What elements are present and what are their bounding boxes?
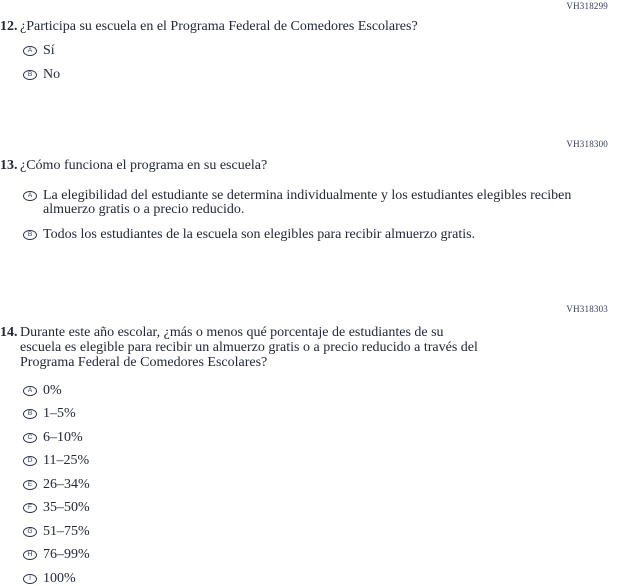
q14-option-i-label-line: 100%: [43, 571, 76, 586]
q14-choice-letter-e: E: [27, 481, 33, 488]
question-13: [0, 158, 267, 173]
q14-choice-bubble-h[interactable]: [23, 550, 37, 560]
q14-choice-letter-d: D: [27, 457, 33, 464]
q14-option-c-label: [43, 431, 83, 445]
q14-choice-letter-h: H: [27, 551, 33, 558]
q14-option-g-label: [43, 525, 90, 539]
q13-choice-letter-a: A: [27, 192, 33, 199]
q14-choice-letter-a: A: [27, 387, 33, 394]
item-code-q14: VH318303: [566, 304, 608, 314]
question-14: [0, 325, 478, 370]
q13-option-b-label: [43, 228, 475, 242]
q12-option-b-label-line: No: [43, 67, 61, 82]
q13-option-b-label-line: Todos los estudiantes de la escuela son elegibles para recibir almuerzo gratis.: [43, 227, 476, 242]
question-14-text: [20, 325, 478, 370]
question-12-text-line: ¿Participa su escuela en el Programa Federal de Comedores Escolares?: [20, 19, 418, 34]
q14-option-g[interactable]: [23, 525, 90, 539]
q14-option-e[interactable]: [23, 478, 90, 492]
q13-option-b[interactable]: [23, 228, 475, 242]
q14-choice-bubble-d[interactable]: [23, 456, 37, 466]
q14-choice-bubble-a[interactable]: [23, 386, 37, 396]
q12-choice-letter-a: A: [27, 47, 33, 54]
question-13-text: [20, 158, 267, 173]
q14-option-a-label: [43, 384, 62, 398]
q13-option-a[interactable]: [23, 189, 571, 217]
q14-choice-bubble-b[interactable]: [23, 409, 37, 419]
item-code-q12: VH318299: [566, 1, 608, 11]
q14-choice-bubble-f[interactable]: [23, 503, 37, 513]
q14-option-d-label-line: 11–25%: [43, 453, 90, 468]
q14-option-b-label-line: 1–5%: [43, 406, 76, 421]
q14-choice-bubble-g[interactable]: [23, 527, 37, 537]
q14-choice-letter-i: I: [29, 575, 31, 582]
question-14-text-line3: Programa Federal de Comedores Escolares?: [20, 355, 268, 370]
q14-option-g-label-line: 51–75%: [43, 524, 90, 539]
q14-option-i-label: [43, 572, 76, 586]
q14-option-h-label-line: 76–99%: [43, 547, 90, 562]
q14-option-e-label: [43, 478, 90, 492]
item-code-q13: VH318300: [566, 139, 608, 149]
q12-choice-bubble-a[interactable]: [23, 46, 37, 56]
question-13-number: 13.: [0, 158, 18, 173]
q14-choice-bubble-i[interactable]: [23, 574, 37, 584]
q14-choice-letter-f: F: [28, 504, 32, 511]
q14-choice-letter-g: G: [27, 528, 33, 535]
q14-option-e-label-line: 26–34%: [43, 477, 90, 492]
question-14-text-line2: escuela es elegible para recibir un almuerzo gratis o a precio reducido a través del: [20, 340, 478, 355]
q13-choice-letter-b: B: [27, 231, 33, 238]
q14-option-f-label-line: 35–50%: [43, 500, 90, 515]
q14-option-c[interactable]: [23, 431, 83, 445]
question-14-text-line1: Durante este año escolar, ¿más o menos qué porcentaje de estudiantes de su: [20, 325, 444, 340]
question-12-text: [20, 19, 418, 34]
q13-choice-bubble-a[interactable]: [23, 191, 37, 201]
q14-option-b-label: [43, 407, 76, 421]
q13-choice-bubble-b[interactable]: [23, 230, 37, 240]
q14-choice-letter-c: C: [27, 434, 33, 441]
q14-option-a[interactable]: [23, 384, 62, 398]
q13-option-a-label: [43, 189, 571, 217]
q12-option-b-label: [43, 68, 60, 82]
q12-choice-bubble-b[interactable]: [23, 70, 37, 80]
q14-choice-bubble-c[interactable]: [23, 433, 37, 443]
q14-choice-bubble-e[interactable]: [23, 480, 37, 490]
q14-option-h-label: [43, 548, 90, 562]
question-13-text-line: ¿Cómo funciona el programa en su escuela?: [20, 158, 268, 173]
q14-option-d-label: [43, 454, 89, 468]
question-12: [0, 19, 418, 34]
question-14-number: 14.: [0, 325, 18, 340]
q12-option-b[interactable]: [23, 68, 60, 82]
q14-option-d[interactable]: [23, 454, 89, 468]
q14-choice-letter-b: B: [27, 410, 33, 417]
q14-option-i[interactable]: [23, 572, 76, 586]
q12-option-a-label-line: Sí: [43, 43, 55, 58]
q14-option-f[interactable]: [23, 501, 90, 515]
q12-choice-letter-b: B: [27, 71, 33, 78]
q14-option-b[interactable]: [23, 407, 76, 421]
question-12-number: 12.: [0, 19, 18, 34]
q13-option-a-label-line2: almuerzo gratis o a precio reducido.: [43, 202, 245, 217]
q12-option-a[interactable]: [23, 44, 55, 58]
q13-option-a-label-line1: La elegibilidad del estudiante se determina individualmente y los estudiantes elegibles reciben: [43, 188, 572, 203]
q14-option-a-label-line: 0%: [43, 383, 62, 398]
q14-option-h[interactable]: [23, 548, 90, 562]
q14-option-f-label: [43, 501, 90, 515]
q14-option-c-label-line: 6–10%: [43, 430, 83, 445]
q12-option-a-label: [43, 44, 55, 58]
